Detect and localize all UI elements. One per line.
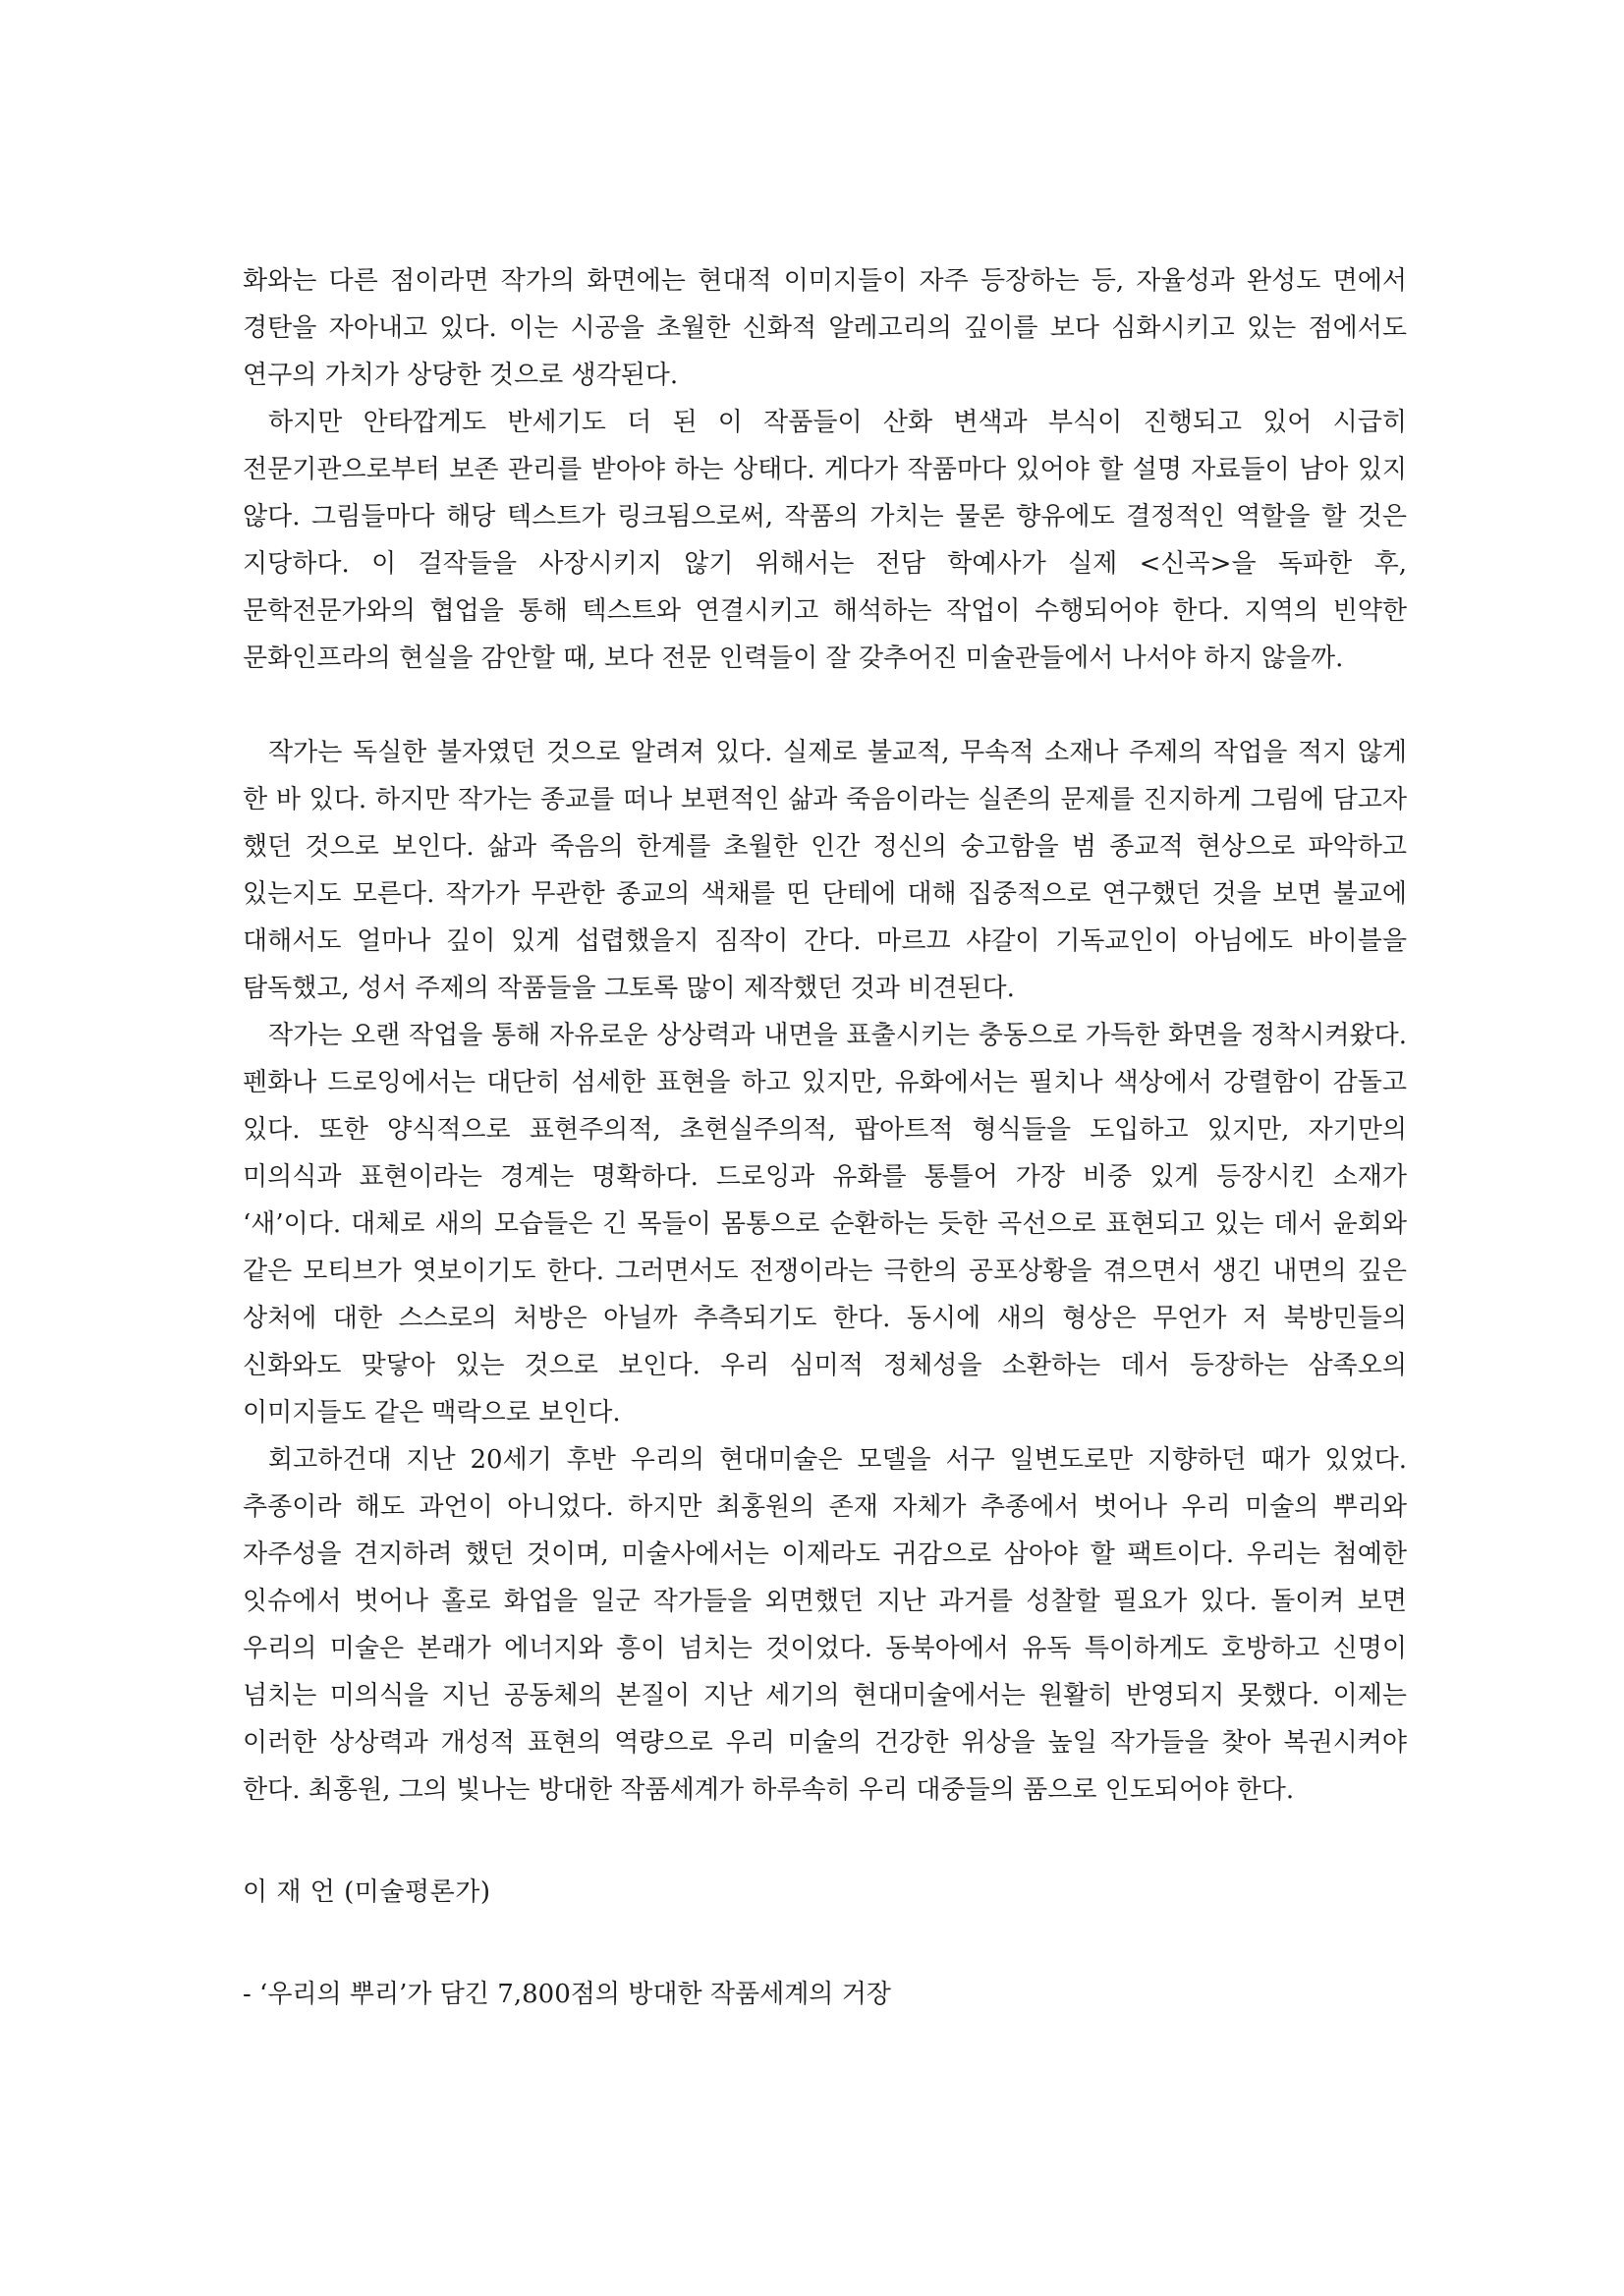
document-body xyxy=(243,257,1407,2018)
paragraph-5: 회고하건대 지난 20세기 후반 우리의 현대미술은 모델을 서구 일변도로만 지향하던 때가 있었다. 추종이라 해도 과언이 아니었다. 하지만 최홍원의 존재 자체가 추종에서 벗어나 우리 미술의 뿌리와 자주성을 견지하려 했던 것이며, 미술사에서는 이제라도 귀감으로 삼아야 할 팩트이다. 우리는 첨예한 잇슈에서 벗어나 홀로 화업을 일군 작가들을 외면했던 지난 과거를 성찰할 필요가 있다. 돌이켜 보면 우리의 미술은 본래가 에너지와 흥이 넘치는 것이었다. 동북아에서 유독 특이하게도 호방하고 신명이 넘치는 미의식을 지닌 공동체의 본질이 지난 세기의 현대미술에서는 원활히 반영되지 못했다. 이제는 이러한 상상력과 개성적 표현의 역량으로 우리 미술의 건강한 위상을 높일 작가들을 찾아 복권시켜야 한다. 최홍원, 그의 빛나는 방대한 작품세계가 하루속히 우리 대중들의 품으로 인도되어야 한다. xyxy=(243,1445,1407,1805)
paragraph-2: 하지만 안타깝게도 반세기도 더 된 이 작품들이 산화 변색과 부식이 진행되고 있어 시급히 전문기관으로부터 보존 관리를 받아야 하는 상태다. 게다가 작품마다 있어야 할 설명 자료들이 남아 있지 않다. 그림들마다 해당 텍스트가 링크됨으로써, 작품의 가치는 물론 향유에도 결정적인 역할을 할 것은 지당하다. 이 걸작들을 사장시키지 않기 위해서는 전담 학예사가 실제 <신곡>을 독파한 후, 문학전문가와의 협업을 통해 텍스트와 연결시키고 해석하는 작업이 수행되어야 한다. 지역의 빈약한 문화인프라의 현실을 감안할 때, 보다 전문 인력들이 잘 갖추어진 미술관들에서 나서야 하지 않을까. xyxy=(243,408,1407,673)
paragraph-spacer xyxy=(243,682,1407,729)
paragraph-1: 화와는 다른 점이라면 작가의 화면에는 현대적 이미지들이 자주 등장하는 등, 자율성과 완성도 면에서 경탄을 자아내고 있다. 이는 시공을 초월한 신화적 알레고리의 깊이를 보다 심화시키고 있는 점에서도 연구의 가치가 상당한 것으로 생각된다. xyxy=(243,266,1407,390)
paragraph-4: 작가는 오랜 작업을 통해 자유로운 상상력과 내면을 표출시키는 충동으로 가득한 화면을 정착시켜왔다. 펜화나 드로잉에서는 대단히 섬세한 표현을 하고 있지만, 유화에서는 필치나 색상에서 강렬함이 감돌고 있다. 또한 양식적으로 표현주의적, 초현실주의적, 팝아트적 형식들을 도입하고 있지만, 자기만의 미의식과 표현이라는 경계는 명확하다. 드로잉과 유화를 통틀어 가장 비중 있게 등장시킨 소재가 ‘새’이다. 대체로 새의 모습들은 긴 목들이 몸통으로 순환하는 듯한 곡선으로 표현되고 있는 데서 윤회와 같은 모티브가 엿보이기도 한다. 그러면서도 전쟁이라는 극한의 공포상황을 겪으면서 생긴 내면의 깊은 상처에 대한 스스로의 처방은 아닐까 추측되기도 한다. 동시에 새의 형상은 무언가 저 북방민들의 신화와도 맞닿아 있는 것으로 보인다. 우리 심미적 정체성을 소환하는 데서 등장하는 삼족오의 이미지들도 같은 맥락으로 보인다. xyxy=(243,1021,1407,1428)
article-subtitle: - ‘우리의 뿌리’가 담긴 7,800점의 방대한 작품세계의 거장 xyxy=(243,1980,891,2009)
author-byline: 이 재 언 (미술평론가) xyxy=(243,1877,491,1907)
author-spacer xyxy=(243,1814,1407,1869)
paragraph-3: 작가는 독실한 불자였던 것으로 알려져 있다. 실제로 불교적, 무속적 소재나 주제의 작업을 적지 않게 한 바 있다. 하지만 작가는 종교를 떠나 보편적인 삶과 죽음이라는 실존의 문제를 진지하게 그림에 담고자 했던 것으로 보인다. 삶과 죽음의 한계를 초월한 인간 정신의 숭고함을 범 종교적 현상으로 파악하고 있는지도 모른다. 작가가 무관한 종교의 색채를 띤 단테에 대해 집중적으로 연구했던 것을 보면 불교에 대해서도 얼마나 깊이 있게 섭렵했을지 짐작이 간다. 마르끄 샤갈이 기독교인이 아님에도 바이블을 탐독했고, 성서 주제의 작품들을 그토록 많이 제작했던 것과 비견된다. xyxy=(243,738,1407,1003)
subtitle-spacer xyxy=(243,1916,1407,1971)
